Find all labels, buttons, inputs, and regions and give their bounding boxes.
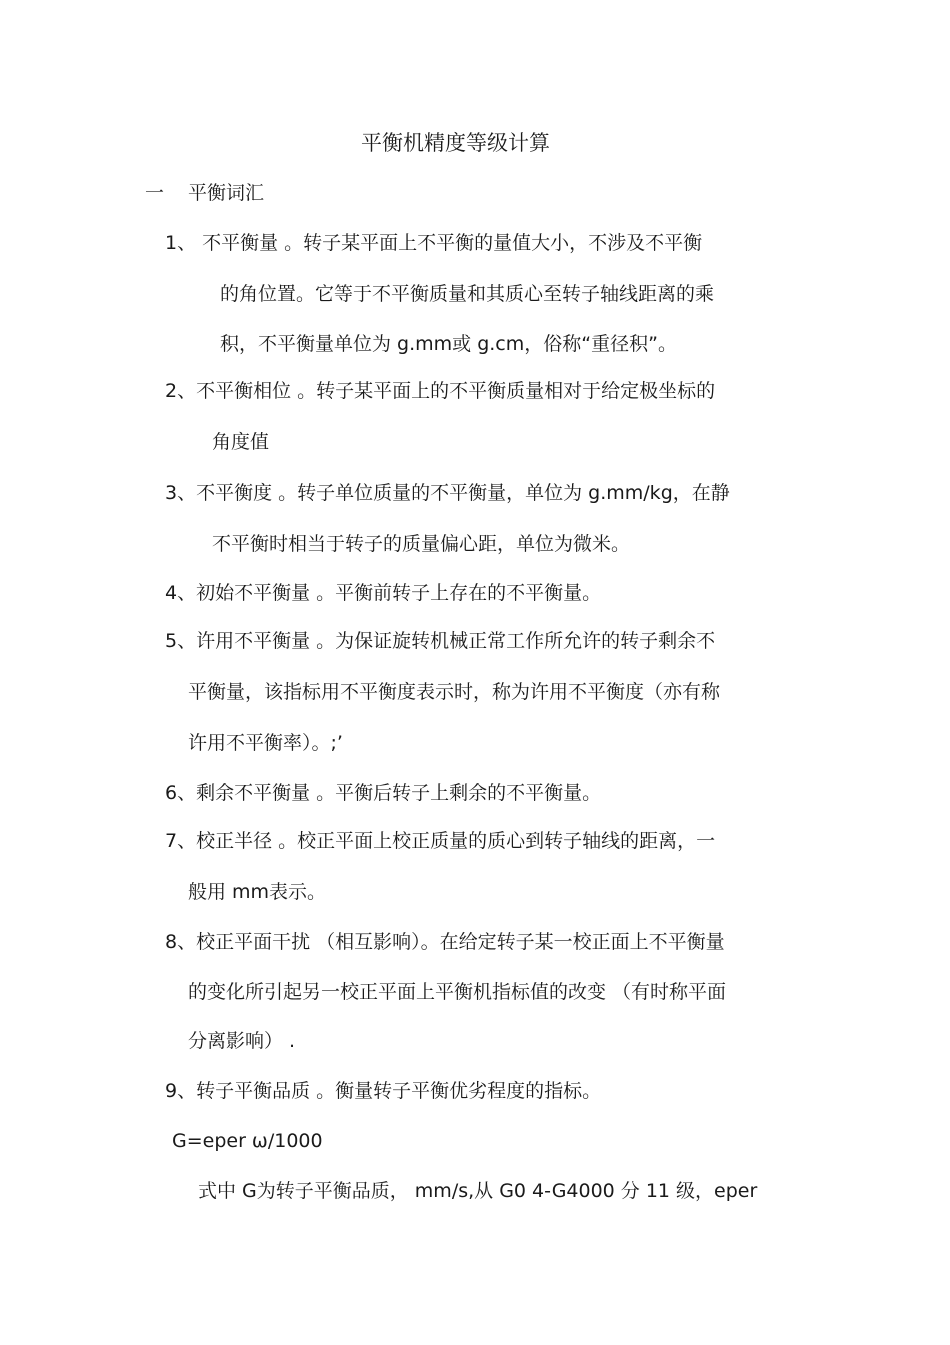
paragraph-line: 不平衡时相当于转子的质量偏心距，单位为微米。 — [212, 533, 631, 555]
section-label: 平衡词汇 — [188, 182, 265, 204]
paragraph-line: 9、转子平衡品质 。衡量转子平衡优劣程度的指标。 — [165, 1080, 602, 1102]
paragraph-line: 6、剩余不平衡量 。平衡后转子上剩余的不平衡量。 — [165, 782, 602, 804]
section-number: 一 — [145, 182, 165, 204]
paragraph-line: 2、不平衡相位 。转子某平面上的不平衡质量相对于给定极坐标的 — [165, 380, 716, 402]
formula-explanation-line: 式中 G为转子平衡品质， mm/s,从 G0 4-G4000 分 11 级，eper — [198, 1180, 758, 1202]
paragraph-line: 5、许用不平衡量 。为保证旋转机械正常工作所允许的转子剩余不 — [165, 630, 716, 652]
paragraph-line: 的变化所引起另一校正平面上平衡机指标值的改变 （有时称平面 — [188, 981, 727, 1003]
document-title: 平衡机精度等级计算 — [361, 131, 550, 155]
paragraph-line: 积，不平衡量单位为 g.mm或 g.cm，俗称“重径积”。 — [220, 333, 677, 355]
paragraph-line: 般用 mm表示。 — [188, 881, 327, 903]
paragraph-line: 角度值 — [212, 431, 270, 453]
paragraph-line: 许用不平衡率）。;’ — [188, 732, 343, 754]
paragraph-line: 分离影响） . — [188, 1030, 296, 1052]
paragraph-line: 3、不平衡度 。转子单位质量的不平衡量，单位为 g.mm/kg，在静 — [165, 482, 730, 504]
paragraph-line: 1、 不平衡量 。转子某平面上不平衡的量值大小，不涉及不平衡 — [165, 232, 703, 254]
paragraph-line: 4、初始不平衡量 。平衡前转子上存在的不平衡量。 — [165, 582, 602, 604]
paragraph-line: 8、校正平面干扰 （相互影响）。在给定转子某一校正面上不平衡量 — [165, 931, 725, 953]
paragraph-line: 的角位置。它等于不平衡质量和其质心至转子轴线距离的乘 — [220, 283, 715, 305]
formula-line: G=eper ω/1000 — [172, 1130, 323, 1152]
paragraph-line: 7、校正半径 。校正平面上校正质量的质心到转子轴线的距离，一 — [165, 830, 716, 852]
paragraph-line: 平衡量，该指标用不平衡度表示时，称为许用不平衡度（亦有称 — [188, 681, 721, 703]
